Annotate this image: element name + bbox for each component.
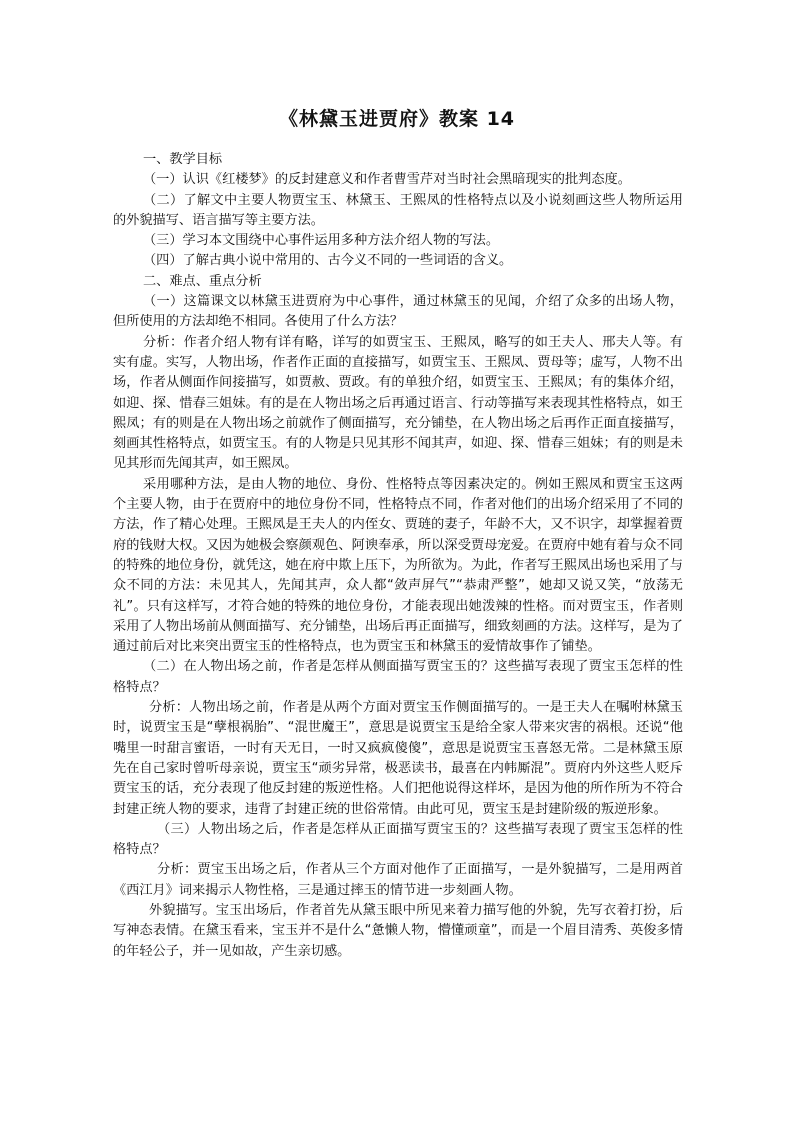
- paragraph: （一）认识《红楼梦》的反封建意义和作者曹雪芹对当时社会黑暗现实的批判态度。: [143, 172, 631, 188]
- document-body: [113, 150, 683, 962]
- paragraph: （四）了解古典小说中常用的、古今义不同的一些词语的含义。: [143, 253, 513, 269]
- paragraph: 分析：人物出场之前，作者是从两个方面对贾宝玉作侧面描写的。一是王夫人在嘱咐林黛玉时，说贾宝玉是“孽根祸胎”、“混世魔王”，意思是说贾宝玉是给全家人带来灾害的祸根。还说“他嘴里一时甜言蜜语，一时有天无日，一时又疯疯傻傻”，意思是说贾宝玉喜怒无常。二是林黛玉原先在自己家时曾听母亲说，贾宝玉“顽劣异常，极恶读书，最喜在内帏厮混”。贾府内外这些人贬斥贾宝玉的话，充分表现了他反封建的叛逆性格。人们把他说得这样坏，是因为他的所作所为不符合封建正统人物的要求，违背了封建正统的世俗常情。由此可见，贾宝玉是封建阶级的叛逆形象。: [113, 700, 683, 817]
- paragraph: （二）了解文中主要人物贾宝玉、林黛玉、王熙凤的性格特点以及小说刻画这些人物所运用的外貌描写、语言描写等主要方法。: [113, 192, 683, 228]
- paragraph: （三）学习本文围绕中心事件运用多种方法介绍人物的写法。: [143, 233, 500, 249]
- paragraph: （一）这篇课文以林黛玉进贾府为中心事件，通过林黛玉的见闻，介绍了众多的出场人物，但所使用的方法却绝不相同。各使用了什么方法？: [113, 294, 683, 330]
- document-title: 《林黛玉进贾府》教案 14: [278, 108, 516, 130]
- paragraph: 分析：作者介绍人物有详有略，详写的如贾宝玉、王熙凤，略写的如王夫人、邢夫人等。有实有虚。实写，人物出场，作者作正面的直接描写，如贾宝玉、王熙凤、贾母等；虚写，人物不出场，作者从侧面作间接描写，如贾赦、贾政。有的单独介绍，如贾宝玉、王熙凤；有的集体介绍，如迎、探、惜春三姐妹。有的是在人物出场之后再通过语言、行动等描写来表现其性格特点，如王熙凤；有的则是在人物出场之前就作了侧面描写，充分铺垫，在人物出场之后再作正面直接描写，刻画其性格特点，如贾宝玉。有的人物是只见其形不闻其声，如迎、探、惜春三姐妹；有的则是未见其形而先闻其声，如王熙凤。: [113, 334, 683, 472]
- section-heading: 二、难点、重点分析: [143, 273, 262, 289]
- paragraph: （二）在人物出场之前，作者是怎样从侧面描写贾宝玉的？这些描写表现了贾宝玉怎样的性格特点？: [113, 659, 683, 695]
- paragraph: 分析：贾宝玉出场之后，作者从三个方面对他作了正面描写，一是外貌描写，二是用两首《西江月》词来揭示人物性格，三是通过摔玉的情节进一步刻画人物。: [113, 862, 683, 898]
- paragraph: 采用哪种方法，是由人物的地位、身份、性格特点等因素决定的。例如王熙凤和贾宝玉这两个主要人物，由于在贾府中的地位身份不同，性格特点不同，作者对他们的出场介绍采用了不同的方法，作了精心处理。王熙凤是王夫人的内侄女、贾琏的妻子，年龄不大，又不识字，却掌握着贾府的钱财大权。又因为她极会察颜观色、阿谀奉承，所以深受贾母宠爱。在贾府中她有着与众不同的特殊的地位身份，就凭这，她在府中欺上压下，为所欲为。为此，作者写王熙凤出场也采用了与众不同的方法：未见其人，先闻其声，众人都“敛声屏气”“恭肃严整”，她却又说又笑，“放荡无礼”。只有这样写，才符合她的特殊的地位身份，才能表现出她泼辣的性格。而对贾宝玉，作者则采用了人物出场前从侧面描写、充分铺垫，出场后再正面描写，细致刻画的方法。这样写，是为了通过前后对比来突出贾宝玉的性格特点，也为贾宝玉和林黛玉的爱情故事作了铺垫。: [113, 476, 683, 655]
- section-heading: 一、教学目标: [143, 152, 223, 167]
- paragraph: 外貌描写。宝玉出场后，作者首先从黛玉眼中所见来着力描写他的外貌，先写衣着打扮，后写神态表情。在黛玉看来，宝玉并不是什么“惫懒人物，懵懂顽童”，而是一个眉目清秀、英俊多情的年轻公子，并一见如故，产生亲切感。: [113, 902, 683, 959]
- paragraph: （三）人物出场之后，作者是怎样从正面描写贾宝玉的？这些描写表现了贾宝玉怎样的性格特点？: [113, 821, 683, 858]
